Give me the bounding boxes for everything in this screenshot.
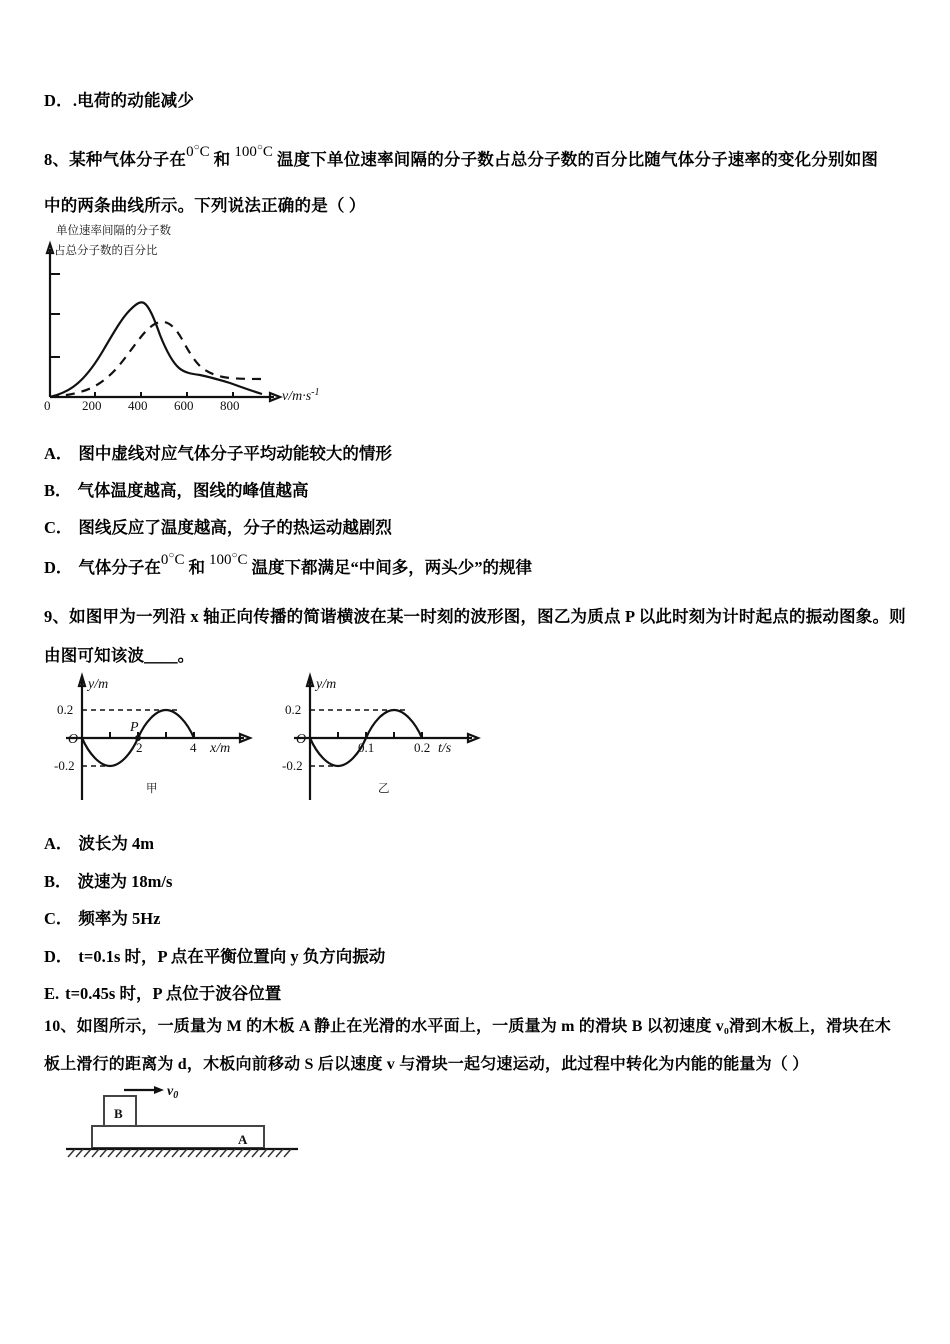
wave-chart-yi <box>280 672 495 804</box>
question8-option-b-text: 气体温度越高，图线的峰值越高 <box>77 481 309 500</box>
chart-ylabel-line1: 单位速率间隔的分子数 <box>56 225 171 237</box>
question10-line1 <box>44 1014 891 1040</box>
block-b-label: B <box>114 1106 123 1121</box>
chart-x-tick-label-400: 400 <box>128 398 148 413</box>
jia-origin-label: O <box>68 732 79 747</box>
question10-line1-text: 如图所示，一质量为 M 的木板 A 静止在光滑的水平面上，一质量为 m 的滑块 B 以初速度 v₀滑到木板上，滑块在木 <box>76 1018 891 1035</box>
question9-option-e-text: t=0.45s 时，P 点位于波谷位置 <box>65 984 282 1003</box>
question8-number: 8、 <box>44 150 70 169</box>
question8-text-part2: 温度下单位速率间隔的分子数占总分子数的百分比随气体分子速率的变化分别如图 <box>276 150 879 169</box>
jia-y-tick-label-pos: 0.2 <box>57 702 74 717</box>
question8-option-a-text: 图中虚线对应气体分子平均动能较大的情形 <box>78 444 392 463</box>
question8-temp1: 0○C <box>186 142 210 160</box>
question8-option-c-label: C． <box>44 518 73 537</box>
yi-x-tick-label-02: 0.2 <box>414 740 431 755</box>
jia-y-axis-label: y/m <box>88 677 109 692</box>
chart-x-tick-label-200: 200 <box>82 398 102 413</box>
question8-line2: 中的两条曲线所示。下列说法正确的是（ ） <box>44 196 366 215</box>
prev-option-d-label: D． <box>44 91 73 110</box>
chart-x-tick-label-600: 600 <box>174 398 194 413</box>
question8-option-c-text: 图线反应了温度越高，分子的热运动越剧烈 <box>78 518 392 537</box>
chart-x-tick-label-0: 0 <box>44 398 51 413</box>
question8-option-d-temp2: 100○C <box>208 550 248 568</box>
question8-option-d-text-post: 温度下都满足“中间多，两头少”的规律 <box>251 558 533 577</box>
question8-option-d-text-pre: 气体分子在 <box>78 558 161 577</box>
maxwell-distribution-chart <box>38 222 328 413</box>
board-a-label: A <box>238 1132 248 1147</box>
question9-number: 9、 <box>44 607 70 626</box>
prev-option-d <box>44 88 194 114</box>
question8-temp2: 100○C <box>234 142 273 160</box>
question9-option-b-label: B． <box>44 872 72 891</box>
question9-option-a-text: 波长为 4m <box>78 834 155 853</box>
yi-x-tick-label-01: 0.1 <box>358 740 375 755</box>
chart-series-dashed <box>50 322 264 397</box>
jia-y-tick-label-neg: -0.2 <box>54 758 75 773</box>
question8-option-d-conj: 和 <box>188 558 205 577</box>
jia-x-tick-label-4: 4 <box>190 740 197 755</box>
yi-y-axis-label: y/m <box>316 677 337 692</box>
question9-option-d-label: D． <box>44 947 73 966</box>
question9-option-c[interactable] <box>44 905 160 929</box>
question8-conj: 和 <box>213 150 231 169</box>
velocity-label: $v_0$ <box>167 1084 179 1101</box>
question9-line1-text: 如图甲为一列沿 x 轴正向传播的简谐横波在某一时刻的波形图，图乙为质点 P 以此时刻为计时起点的振动图象。则 <box>69 607 906 626</box>
velocity-arrow-head <box>154 1086 164 1094</box>
question8-text-part1: 某种气体分子在 <box>69 150 187 169</box>
question8-option-d-label: D． <box>44 558 73 577</box>
yi-origin-label: O <box>296 732 307 747</box>
question8-option-b[interactable] <box>44 477 309 501</box>
question9-option-a-label: A． <box>44 834 73 853</box>
jia-point-p-label: P <box>130 720 139 735</box>
question9-option-d-text: t=0.1s 时，P 点在平衡位置向 y 负方向振动 <box>78 947 386 966</box>
wave-chart-jia <box>52 672 267 804</box>
question9-option-e[interactable] <box>44 980 281 1004</box>
question8-option-d[interactable] <box>44 550 533 578</box>
question9-line2: 由图可知该波＿＿。 <box>44 646 195 665</box>
question9-option-b[interactable] <box>44 868 172 892</box>
chart-x-axis-label: $v/m\cdot s^{-1}$ <box>282 387 320 404</box>
chart-ylabel-line2: 占总分子数的百分比 <box>54 245 158 257</box>
yi-y-tick-label-pos: 0.2 <box>285 702 302 717</box>
question9-option-a[interactable] <box>44 830 154 854</box>
question9-option-b-text: 波速为 18m/s <box>77 872 173 891</box>
block-board-diagram <box>52 1080 312 1165</box>
question8-option-c[interactable] <box>44 514 392 538</box>
yi-x-axis-label: t/s <box>438 741 452 756</box>
question8-option-d-temp1: 0○C <box>160 550 185 568</box>
ground-hatching <box>68 1149 291 1157</box>
question8-option-b-label: B． <box>44 481 72 500</box>
question8-line1 <box>44 144 878 174</box>
jia-x-axis-label: x/m <box>210 741 231 756</box>
chart-series-solid <box>50 302 262 397</box>
question9-option-c-label: C． <box>44 909 73 928</box>
yi-y-tick-label-neg: -0.2 <box>282 758 303 773</box>
question8-option-a[interactable] <box>44 440 392 464</box>
jia-x-tick-label-2: 2 <box>136 740 143 755</box>
question9-line1 <box>44 604 906 630</box>
question10-line2: 板上滑行的距离为 d，木板向前移动 S 后以速度 v 与滑块一起匀速运动，此过程中转化为内能的能量为（ ） <box>44 1056 809 1073</box>
jia-caption: 甲 <box>146 783 158 795</box>
yi-caption: 乙 <box>378 783 390 795</box>
question9-option-e-label: E. <box>44 984 60 1003</box>
prev-option-d-text: .电荷的动能减少 <box>72 91 195 110</box>
question8-option-a-label: A． <box>44 444 73 463</box>
chart-x-tick-label-800: 800 <box>220 398 240 413</box>
question10-number: 10、 <box>44 1018 77 1035</box>
question9-option-d[interactable] <box>44 943 385 967</box>
question9-option-c-text: 频率为 5Hz <box>78 909 161 928</box>
